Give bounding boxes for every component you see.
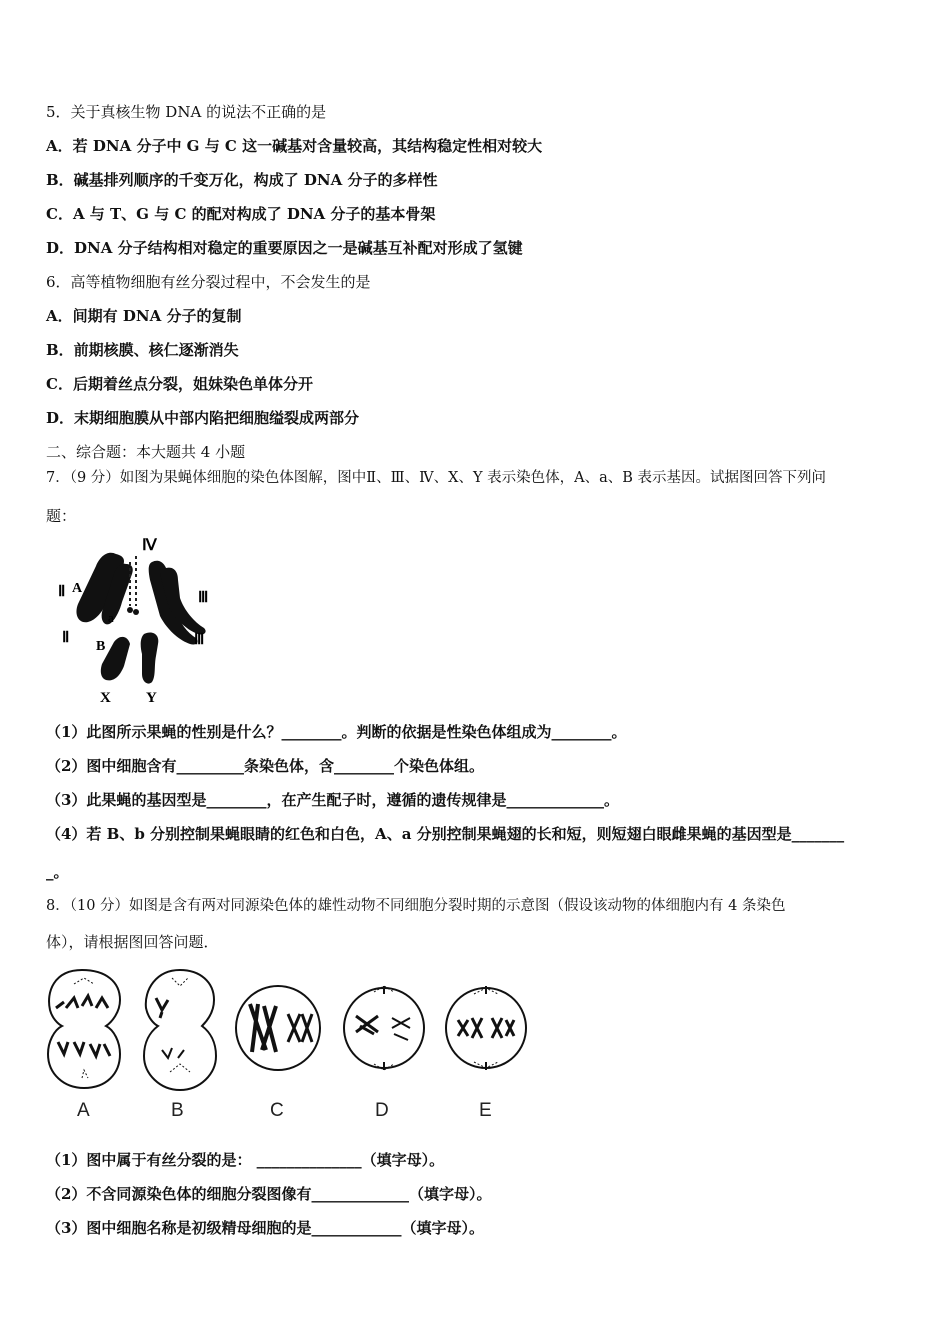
q6-option-d: D．末期细胞膜从中部内陷把细胞缢裂成两部分 — [46, 409, 360, 427]
label-ii-top: Ⅱ — [58, 584, 66, 600]
q7-sub2: （2）图中细胞含有_________条染色体，含________个染色体组。 — [46, 757, 484, 775]
q7-sub4-continuation: _。 — [46, 863, 69, 881]
q8-sub1: （1）图中属于有丝分裂的是： ______________（填字母）。 — [46, 1151, 445, 1169]
cell-b — [144, 970, 216, 1090]
chromosome-iv-centromere-left — [127, 607, 133, 613]
cell-division-figure — [44, 962, 530, 1094]
q5-option-a: A．若 DNA 分子中 G 与 C 这一碱基对含量较高，其结构稳定性相对较大 — [46, 137, 543, 155]
q6-stem: 6．高等植物细胞有丝分裂过程中，不会发生的是 — [46, 273, 371, 291]
q8-stem-line2: 体），请根据图回答问题． — [46, 933, 219, 951]
caption-d: D — [375, 1100, 389, 1121]
label-y: Y — [146, 690, 157, 706]
q5-option-b: B．碱基排列顺序的千变万化，构成了 DNA 分子的多样性 — [46, 171, 438, 189]
label-iii-top: Ⅲ — [198, 590, 209, 606]
q6-option-b: B．前期核膜、核仁逐渐消失 — [46, 341, 239, 359]
cell-c — [236, 986, 320, 1070]
q5-option-c: C．A 与 T、G 与 C 的配对构成了 DNA 分子的基本骨架 — [46, 205, 436, 223]
label-iv: Ⅳ — [142, 537, 157, 554]
caption-a: A — [77, 1100, 90, 1121]
q8-sub2: （2）不含同源染色体的细胞分裂图像有_____________（填字母）。 — [46, 1185, 492, 1203]
q7-stem-line2: 题： — [46, 507, 77, 525]
q5-stem: 5．关于真核生物 DNA 的说法不正确的是 — [46, 103, 327, 121]
label-gene-b: B — [96, 639, 106, 654]
q7-sub1: （1）此图所示果蝇的性别是什么？________。判断的依据是性染色体组成为________。 — [46, 723, 627, 741]
q7-sub3: （3）此果蝇的基因型是________，在产生配子时，遵循的遗传规律是_____________。 — [46, 791, 619, 809]
caption-e: E — [479, 1100, 492, 1121]
section-heading: 二、综合题：本大题共 4 小题 — [46, 443, 246, 461]
caption-c: C — [270, 1100, 284, 1121]
chromosome-y — [141, 632, 159, 683]
fruit-fly-chromosome-figure — [44, 534, 226, 706]
label-gene-a-lower: a — [108, 610, 114, 625]
label-iii-bottom: Ⅲ — [194, 632, 205, 648]
cell-d — [344, 986, 424, 1070]
q8-sub3: （3）图中细胞名称是初级精母细胞的是____________（填字母）。 — [46, 1219, 484, 1237]
q8-stem-line1: 8．（10 分）如图是含有两对同源染色体的雄性动物不同细胞分裂时期的示意图（假设该动物的体细胞内有 4 条染色 — [46, 898, 786, 914]
q7-stem-line1: 7．（9 分）如图为果蝇体细胞的染色体图解，图中Ⅱ、Ⅲ、Ⅳ、X、Y 表示染色体，A、a、B 表示基因。试据图回答下列问 — [46, 470, 827, 486]
cell-e — [446, 986, 526, 1070]
q6-option-c: C．后期着丝点分裂，姐妹染色单体分开 — [46, 375, 313, 393]
q7-sub4: （4）若 B、b 分别控制果蝇眼睛的红色和白色，A、a 分别控制果蝇翅的长和短，则短翅白眼雌果蝇的基因型是_______ — [46, 825, 845, 843]
label-x: X — [100, 690, 111, 706]
caption-b: B — [171, 1100, 184, 1121]
cell-a — [48, 970, 120, 1088]
label-ii-bottom: Ⅱ — [62, 630, 70, 646]
chromosome-iv-centromere-right — [133, 609, 139, 615]
q6-option-a: A．间期有 DNA 分子的复制 — [46, 307, 242, 325]
label-gene-a-upper: A — [72, 581, 83, 596]
q5-option-d: D．DNA 分子结构相对稳定的重要原因之一是碱基互补配对形成了氢键 — [46, 239, 523, 257]
